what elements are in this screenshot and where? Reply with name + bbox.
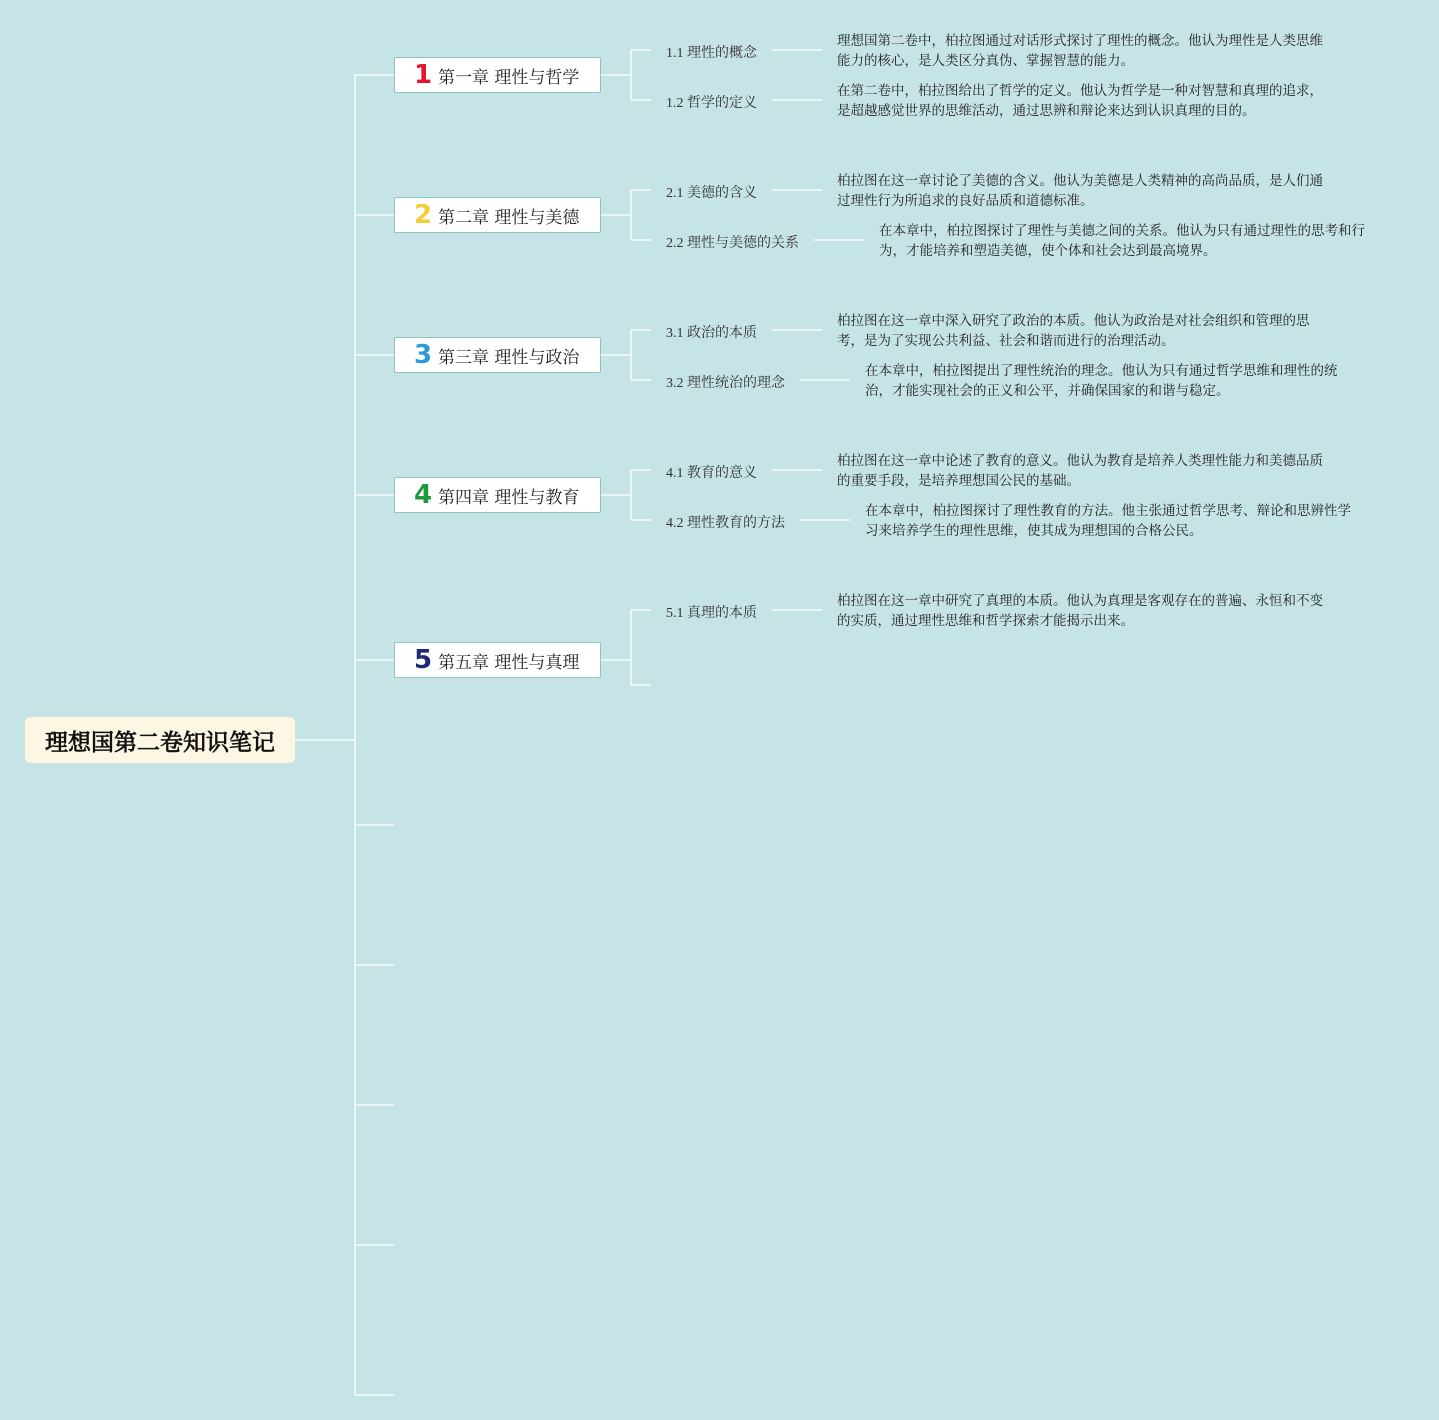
chapter-2-title: 第二章 理性与美德: [438, 207, 580, 228]
note-3-1: 柏拉图在这一章中深入研究了政治的本质。他认为政治是对社会组织和管理的思考，是为了实现公共利益、社会和谐而进行的治理活动。: [837, 313, 1310, 349]
note-5-1: 柏拉图在这一章中研究了真理的本质。他认为真理是客观存在的普遍、永恒和不变的实质，通过理性思维和哲学探索才能揭示出来。: [837, 593, 1323, 629]
number-1-icon: 1: [413, 60, 433, 90]
note-4-2: 在本章中，柏拉图探讨了理性教育的方法。他主张通过哲学思考、辩论和思辨性学习来培养学生的理性思维，使其成为理想国的合格公民。: [865, 503, 1351, 539]
note-2-1: 柏拉图在这一章讨论了美德的含义。他认为美德是人类精神的高尚品质，是人们通过理性行为所追求的良好品质和道德标准。: [837, 173, 1323, 209]
number-5-icon: 5: [413, 645, 433, 675]
topic-3-2[interactable]: 3.2 理性统治的理念: [666, 376, 785, 391]
note-1-2: 在第二卷中，柏拉图给出了哲学的定义。他认为哲学是一种对智慧和真理的追求，是超越感觉世界的思维活动，通过思辨和辩论来达到认识真理的目的。: [837, 83, 1323, 119]
note-3-2: 在本章中，柏拉图提出了理性统治的理念。他认为只有通过哲学思维和理性的统治，才能实现社会的正义和公平，并确保国家的和谐与稳定。: [865, 363, 1338, 399]
chapter-5-node[interactable]: [394, 642, 601, 678]
chapter-3-title: 第三章 理性与政治: [438, 347, 580, 368]
number-3-icon: 3: [413, 340, 433, 370]
chapter-1-title: 第一章 理性与哲学: [438, 67, 580, 88]
note-2-2: 在本章中，柏拉图探讨了理性与美德之间的关系。他认为只有通过理性的思考和行为，才能培养和塑造美德，使个体和社会达到最高境界。: [879, 223, 1365, 259]
chapter-4-node[interactable]: [394, 477, 601, 513]
topic-2-2[interactable]: 2.2 理性与美德的关系: [666, 236, 799, 251]
root-topic[interactable]: 理想国第二卷知识笔记: [25, 717, 295, 763]
number-2-icon: 2: [413, 200, 433, 230]
topic-2-1[interactable]: 2.1 美德的含义: [666, 186, 757, 201]
topic-5-1[interactable]: 5.1 真理的本质: [666, 606, 757, 621]
note-1-1: 理想国第二卷中，柏拉图通过对话形式探讨了理性的概念。他认为理性是人类思维能力的核心，是人类区分真伪、掌握智慧的能力。: [837, 33, 1323, 69]
topic-4-2[interactable]: 4.2 理性教育的方法: [666, 516, 785, 531]
chapter-1-node[interactable]: [394, 57, 601, 93]
topic-1-2[interactable]: 1.2 哲学的定义: [666, 96, 757, 111]
topic-4-1[interactable]: 4.1 教育的意义: [666, 466, 757, 481]
chapter-3-node[interactable]: [394, 337, 601, 373]
topic-3-1[interactable]: 3.1 政治的本质: [666, 326, 757, 341]
chapter-5-title: 第五章 理性与真理: [438, 652, 580, 673]
chapter-4-title: 第四章 理性与教育: [438, 487, 580, 508]
topic-1-1[interactable]: 1.1 理性的概念: [666, 46, 757, 61]
number-4-icon: 4: [413, 480, 433, 510]
note-4-1: 柏拉图在这一章中论述了教育的意义。他认为教育是培养人类理性能力和美德品质的重要手段，是培养理想国公民的基础。: [837, 453, 1323, 489]
chapter-2-node[interactable]: [394, 197, 601, 233]
